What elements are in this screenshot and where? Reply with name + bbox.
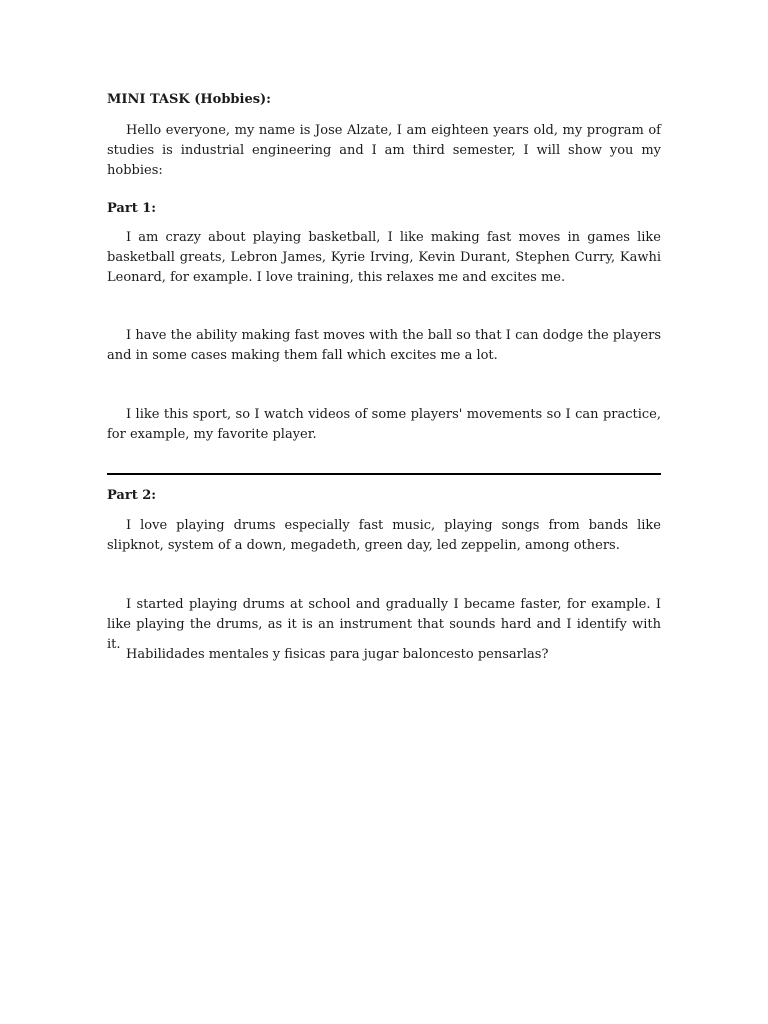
part2-paragraph-1: I love playing drums especially fast music, playing songs from bands like slipknot, system of a down, megadeth, green day, led zeppelin, among others. bbox=[107, 518, 661, 553]
intro-paragraph: Hello everyone, my name is Jose Alzate, I am eighteen years old, my program of studies is industrial engineering and I am third semester, I will show you my hobbies: bbox=[107, 123, 661, 178]
part2-paragraph-3: Habilidades mentales y fisicas para jugar baloncesto pensarlas? bbox=[126, 647, 549, 662]
part2-paragraph-2: I started playing drums at school and gradually I became faster, for example. I like playing the drums, as it is an instrument that sounds hard and I identify with it. bbox=[107, 597, 661, 652]
part1-heading: Part 1: bbox=[107, 201, 157, 216]
part2-heading: Part 2: bbox=[107, 488, 157, 503]
part1-paragraph-2: I have the ability making fast moves with the ball so that I can dodge the players and in some cases making them fall which excites me a lot. bbox=[107, 328, 661, 363]
part1-paragraph-1: I am crazy about playing basketball, I like making fast moves in games like basketball greats, Lebron James, Kyrie Irving, Kevin Durant, Stephen Curry, Kawhi Leonard, for example. I love training, this relaxes me and excites me. bbox=[107, 230, 661, 285]
section-divider bbox=[107, 473, 661, 475]
part1-paragraph-3: I like this sport, so I watch videos of some players' movements so I can practice, for example, my favorite player. bbox=[107, 407, 661, 442]
document-title: MINI TASK (Hobbies): bbox=[107, 92, 271, 107]
